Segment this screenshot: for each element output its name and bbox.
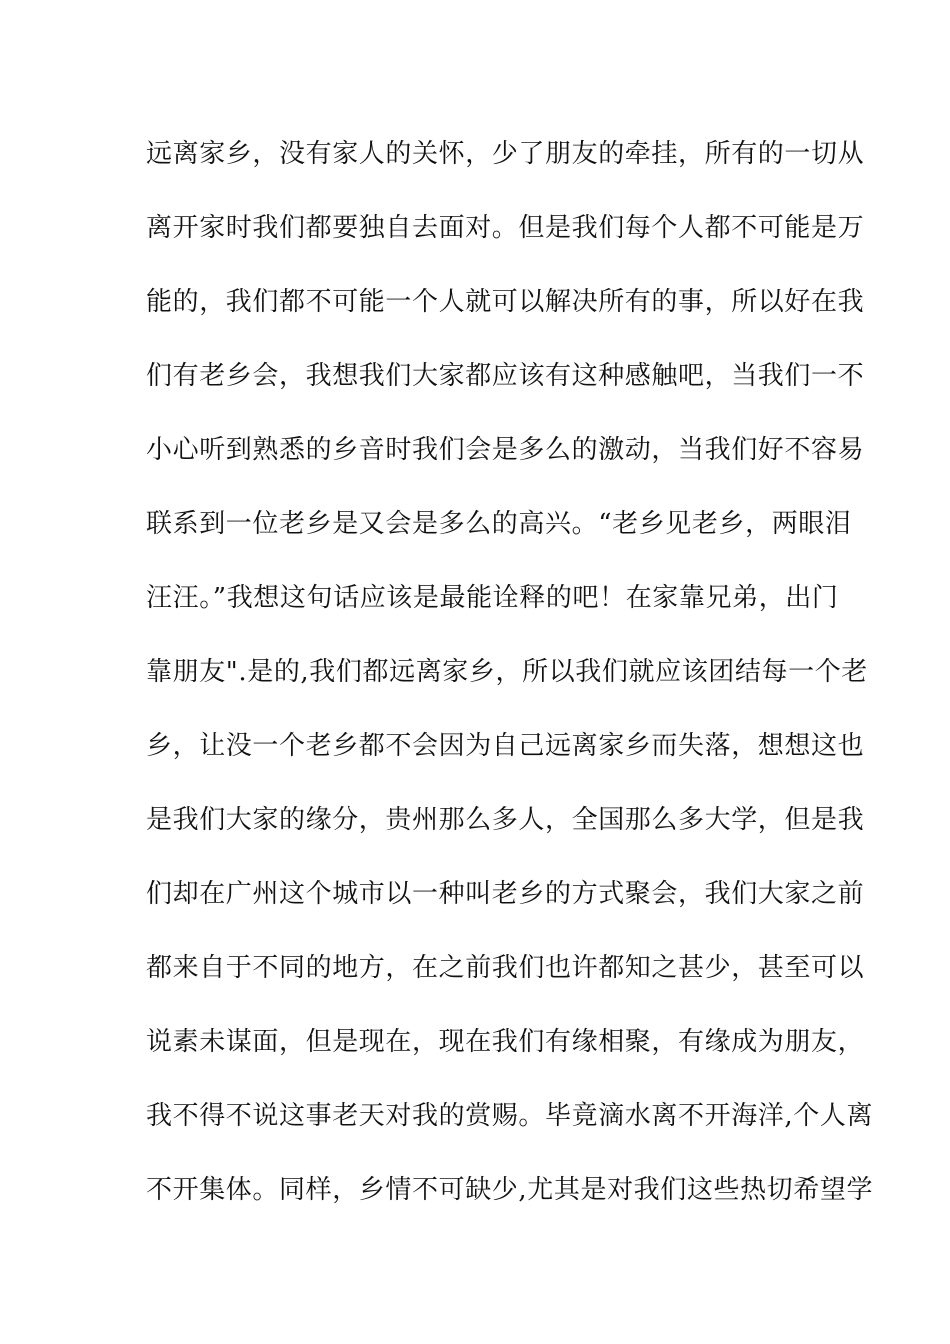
- text-line: 联系到一位老乡是又会是多么的高兴。“老乡见老乡，两眼泪: [146, 509, 852, 539]
- text-line: 们却在广州这个城市以一种叫老乡的方式聚会，我们大家之前: [146, 879, 865, 909]
- text-line: 汪汪。”我想这句话应该是最能诠释的吧！在家靠兄弟，出门: [146, 583, 839, 613]
- text-line: 我不得不说这事老天对我的赏赐。毕竟滴水离不开海洋,个人离: [146, 1101, 874, 1131]
- text-line: 都来自于不同的地方，在之前我们也许都知之甚少，甚至可以: [146, 953, 865, 983]
- text-line: 是我们大家的缘分，贵州那么多人，全国那么多大学，但是我: [146, 805, 865, 835]
- text-line: 能的，我们都不可能一个人就可以解决所有的事，所以好在我: [146, 287, 865, 317]
- text-line: 小心听到熟悉的乡音时我们会是多么的激动，当我们好不容易: [146, 435, 865, 465]
- body-text: [146, 128, 874, 1238]
- text-line: 靠朋友".是的,我们都远离家乡，所以我们就应该团结每一个老: [146, 657, 868, 687]
- text-line: 说素未谋面，但是现在，现在我们有缘相聚，有缘成为朋友，: [146, 1027, 865, 1057]
- text-line: 不开集体。同样，乡情不可缺少,尤其是对我们这些热切希望学: [146, 1175, 874, 1205]
- text-line: 离开家时我们都要独自去面对。但是我们每个人都不可能是万: [146, 213, 865, 243]
- text-line: 乡，让没一个老乡都不会因为自己远离家乡而失落，想想这也: [146, 731, 865, 761]
- text-line: 远离家乡，没有家人的关怀，少了朋友的牵挂，所有的一切从: [146, 139, 865, 169]
- text-line: 们有老乡会，我想我们大家都应该有这种感触吧，当我们一不: [146, 361, 865, 391]
